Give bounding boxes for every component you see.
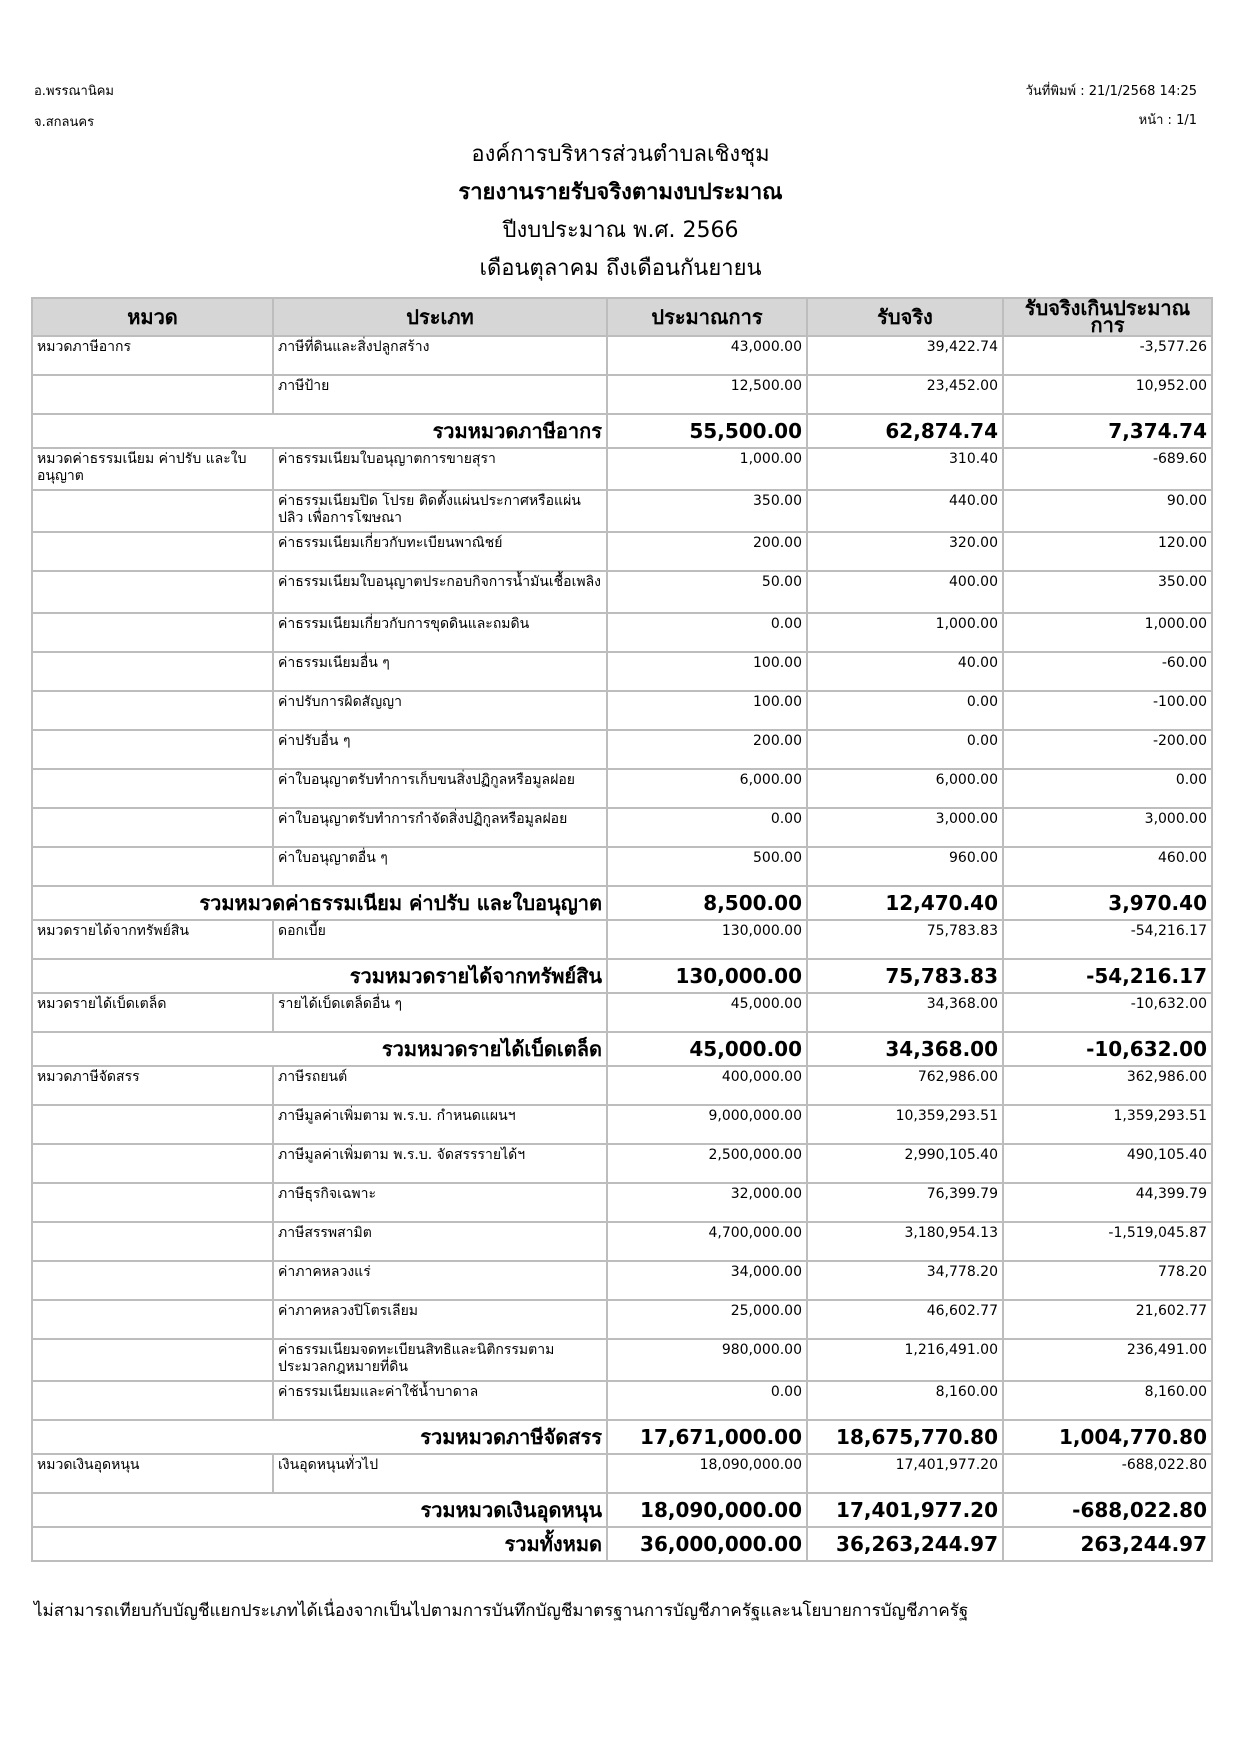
subtotal-row [32, 959, 1212, 993]
table-row [32, 1381, 1212, 1420]
estimate-cell: 12,500.00 [607, 375, 807, 414]
difference-cell: 236,491.00 [1003, 1339, 1212, 1381]
estimate-cell: 45,000.00 [607, 1032, 807, 1066]
table-row [32, 448, 1212, 490]
difference-cell: 1,000.00 [1003, 613, 1212, 652]
type-cell: ค่าใบอนุญาตอื่น ๆ [273, 847, 607, 886]
difference-cell: 263,244.97 [1003, 1527, 1212, 1561]
actual-cell: 17,401,977.20 [807, 1493, 1003, 1527]
category-cell [32, 375, 273, 414]
actual-cell: 36,263,244.97 [807, 1527, 1003, 1561]
difference-cell: -54,216.17 [1003, 959, 1212, 993]
estimate-cell: 18,090,000.00 [607, 1454, 807, 1493]
difference-cell: 362,986.00 [1003, 1066, 1212, 1105]
category-cell [32, 490, 273, 532]
difference-cell: -10,632.00 [1003, 993, 1212, 1032]
print-date: วันที่พิมพ์ : 21/1/2568 14:25 [1025, 84, 1197, 99]
difference-cell: -3,577.26 [1003, 336, 1212, 375]
type-cell: ค่าธรรมเนียมใบอนุญาตประกอบกิจการน้ำมันเชื้อเพลิง [273, 571, 607, 613]
estimate-cell: 0.00 [607, 613, 807, 652]
table-row [32, 691, 1212, 730]
category-cell [32, 691, 273, 730]
col-actual: รับจริง [807, 298, 1003, 336]
estimate-cell: 36,000,000.00 [607, 1527, 807, 1561]
difference-cell: 120.00 [1003, 532, 1212, 571]
difference-cell: 90.00 [1003, 490, 1212, 532]
table-row [32, 1300, 1212, 1339]
difference-cell: -1,519,045.87 [1003, 1222, 1212, 1261]
table-header [32, 298, 1212, 336]
category-cell [32, 808, 273, 847]
type-cell: เงินอุดหนุนทั่วไป [273, 1454, 607, 1493]
type-cell: ค่าธรรมเนียมจดทะเบียนสิทธิและนิติกรรมตามประมวลกฎหมายที่ดิน [273, 1339, 607, 1381]
actual-cell: 310.40 [807, 448, 1003, 490]
estimate-cell: 130,000.00 [607, 920, 807, 959]
type-cell: ค่าธรรมเนียมเกี่ยวกับทะเบียนพาณิชย์ [273, 532, 607, 571]
category-cell [32, 1300, 273, 1339]
table-row [32, 1454, 1212, 1493]
type-cell: ค่าภาคหลวงแร่ [273, 1261, 607, 1300]
type-cell: ค่าปรับอื่น ๆ [273, 730, 607, 769]
estimate-cell: 45,000.00 [607, 993, 807, 1032]
category-cell [32, 532, 273, 571]
table-row [32, 490, 1212, 532]
estimate-cell: 0.00 [607, 1381, 807, 1420]
actual-cell: 34,368.00 [807, 1032, 1003, 1066]
district-label: อ.พรรณานิคม [34, 84, 114, 99]
report-titles [0, 136, 1241, 288]
type-cell: ค่าใบอนุญาตรับทำการเก็บขนสิ่งปฏิกูลหรือมูลฝอย [273, 769, 607, 808]
revenue-table [31, 297, 1213, 1562]
table-row [32, 652, 1212, 691]
actual-cell: 76,399.79 [807, 1183, 1003, 1222]
difference-cell: 1,004,770.80 [1003, 1420, 1212, 1454]
table-row [32, 993, 1212, 1032]
actual-cell: 1,216,491.00 [807, 1339, 1003, 1381]
table-body [32, 336, 1212, 1561]
actual-cell: 960.00 [807, 847, 1003, 886]
type-cell: ภาษีป้าย [273, 375, 607, 414]
table-row [32, 1222, 1212, 1261]
difference-cell: 3,970.40 [1003, 886, 1212, 920]
difference-cell: 1,359,293.51 [1003, 1105, 1212, 1144]
estimate-cell: 1,000.00 [607, 448, 807, 490]
category-cell [32, 652, 273, 691]
subtotal-row [32, 1493, 1212, 1527]
estimate-cell: 980,000.00 [607, 1339, 807, 1381]
estimate-cell: 17,671,000.00 [607, 1420, 807, 1454]
org-title: องค์การบริหารส่วนตำบลเชิงชุม [471, 142, 770, 167]
category-cell: หมวดรายได้เบ็ดเตล็ด [32, 993, 273, 1032]
difference-cell: -100.00 [1003, 691, 1212, 730]
actual-cell: 17,401,977.20 [807, 1454, 1003, 1493]
estimate-cell: 4,700,000.00 [607, 1222, 807, 1261]
table-row [32, 1339, 1212, 1381]
subtotal-label: รวมทั้งหมด [32, 1527, 607, 1561]
estimate-cell: 55,500.00 [607, 414, 807, 448]
actual-cell: 400.00 [807, 571, 1003, 613]
type-cell: รายได้เบ็ดเตล็ดอื่น ๆ [273, 993, 607, 1032]
subtotal-row [32, 414, 1212, 448]
actual-cell: 18,675,770.80 [807, 1420, 1003, 1454]
difference-cell: -200.00 [1003, 730, 1212, 769]
table-row [32, 847, 1212, 886]
type-cell: ภาษีธุรกิจเฉพาะ [273, 1183, 607, 1222]
col-category: หมวด [32, 298, 273, 336]
table-row [32, 375, 1212, 414]
actual-cell: 762,986.00 [807, 1066, 1003, 1105]
report-title: รายงานรายรับจริงตามงบประมาณ [458, 180, 783, 205]
subtotal-row [32, 886, 1212, 920]
category-cell [32, 571, 273, 613]
difference-cell: -688,022.80 [1003, 1493, 1212, 1527]
actual-cell: 3,000.00 [807, 808, 1003, 847]
difference-cell: 10,952.00 [1003, 375, 1212, 414]
actual-cell: 320.00 [807, 532, 1003, 571]
actual-cell: 440.00 [807, 490, 1003, 532]
actual-cell: 2,990,105.40 [807, 1144, 1003, 1183]
estimate-cell: 200.00 [607, 532, 807, 571]
fiscal-year: ปีงบประมาณ พ.ศ. 2566 [502, 218, 739, 243]
subtotal-row [32, 1527, 1212, 1561]
actual-cell: 0.00 [807, 730, 1003, 769]
table-row [32, 336, 1212, 375]
actual-cell: 39,422.74 [807, 336, 1003, 375]
actual-cell: 34,368.00 [807, 993, 1003, 1032]
difference-cell: 7,374.74 [1003, 414, 1212, 448]
estimate-cell: 25,000.00 [607, 1300, 807, 1339]
type-cell: ภาษีมูลค่าเพิ่มตาม พ.ร.บ. จัดสรรรายได้ฯ [273, 1144, 607, 1183]
estimate-cell: 200.00 [607, 730, 807, 769]
estimate-cell: 34,000.00 [607, 1261, 807, 1300]
subtotal-label: รวมหมวดค่าธรรมเนียม ค่าปรับ และใบอนุญาต [32, 886, 607, 920]
actual-cell: 1,000.00 [807, 613, 1003, 652]
difference-cell: 350.00 [1003, 571, 1212, 613]
subtotal-label: รวมหมวดรายได้เบ็ดเตล็ด [32, 1032, 607, 1066]
estimate-cell: 500.00 [607, 847, 807, 886]
category-cell [32, 1222, 273, 1261]
table-row [32, 1144, 1212, 1183]
actual-cell: 40.00 [807, 652, 1003, 691]
actual-cell: 12,470.40 [807, 886, 1003, 920]
category-cell [32, 1381, 273, 1420]
table-row [32, 613, 1212, 652]
period: เดือนตุลาคม ถึงเดือนกันยายน [479, 256, 762, 281]
difference-cell: 460.00 [1003, 847, 1212, 886]
difference-cell: 3,000.00 [1003, 808, 1212, 847]
estimate-cell: 18,090,000.00 [607, 1493, 807, 1527]
type-cell: ค่าธรรมเนียมและค่าใช้น้ำบาดาล [273, 1381, 607, 1420]
difference-cell: 778.20 [1003, 1261, 1212, 1300]
category-cell: หมวดรายได้จากทรัพย์สิน [32, 920, 273, 959]
difference-cell: -689.60 [1003, 448, 1212, 490]
difference-cell: 0.00 [1003, 769, 1212, 808]
subtotal-label: รวมหมวดภาษีอากร [32, 414, 607, 448]
actual-cell: 8,160.00 [807, 1381, 1003, 1420]
type-cell: ค่าธรรมเนียมปิด โปรย ติดตั้งแผ่นประกาศหรือแผ่นปลิว เพื่อการโฆษณา [273, 490, 607, 532]
table-row [32, 1066, 1212, 1105]
estimate-cell: 2,500,000.00 [607, 1144, 807, 1183]
type-cell: ค่าธรรมเนียมอื่น ๆ [273, 652, 607, 691]
estimate-cell: 9,000,000.00 [607, 1105, 807, 1144]
category-cell [32, 1183, 273, 1222]
category-cell: หมวดค่าธรรมเนียม ค่าปรับ และใบอนุญาต [32, 448, 273, 490]
subtotal-row [32, 1032, 1212, 1066]
col-type: ประเภท [273, 298, 607, 336]
category-cell [32, 1144, 273, 1183]
difference-cell: 21,602.77 [1003, 1300, 1212, 1339]
estimate-cell: 32,000.00 [607, 1183, 807, 1222]
type-cell: ภาษีมูลค่าเพิ่มตาม พ.ร.บ. กำหนดแผนฯ [273, 1105, 607, 1144]
actual-cell: 6,000.00 [807, 769, 1003, 808]
table-row [32, 1105, 1212, 1144]
type-cell: ภาษีสรรพสามิต [273, 1222, 607, 1261]
category-cell: หมวดภาษีจัดสรร [32, 1066, 273, 1105]
col-difference: รับจริงเกินประมาณการ [1003, 298, 1212, 336]
table-row [32, 1261, 1212, 1300]
estimate-cell: 50.00 [607, 571, 807, 613]
actual-cell: 75,783.83 [807, 920, 1003, 959]
category-cell [32, 769, 273, 808]
page-number: หน้า : 1/1 [1138, 113, 1197, 128]
type-cell: ค่าธรรมเนียมใบอนุญาตการขายสุรา [273, 448, 607, 490]
estimate-cell: 130,000.00 [607, 959, 807, 993]
estimate-cell: 8,500.00 [607, 886, 807, 920]
category-cell [32, 1261, 273, 1300]
subtotal-label: รวมหมวดเงินอุดหนุน [32, 1493, 607, 1527]
subtotal-label: รวมหมวดรายได้จากทรัพย์สิน [32, 959, 607, 993]
type-cell: ค่าภาคหลวงปิโตรเลียม [273, 1300, 607, 1339]
type-cell: ภาษีรถยนต์ [273, 1066, 607, 1105]
difference-cell: -10,632.00 [1003, 1032, 1212, 1066]
table-row [32, 571, 1212, 613]
table-row [32, 1183, 1212, 1222]
subtotal-row [32, 1420, 1212, 1454]
table-row [32, 769, 1212, 808]
estimate-cell: 0.00 [607, 808, 807, 847]
type-cell: ภาษีที่ดินและสิ่งปลูกสร้าง [273, 336, 607, 375]
estimate-cell: 400,000.00 [607, 1066, 807, 1105]
table-row [32, 808, 1212, 847]
difference-cell: -688,022.80 [1003, 1454, 1212, 1493]
category-cell: หมวดเงินอุดหนุน [32, 1454, 273, 1493]
actual-cell: 10,359,293.51 [807, 1105, 1003, 1144]
difference-cell: 8,160.00 [1003, 1381, 1212, 1420]
table-row [32, 730, 1212, 769]
difference-cell: -54,216.17 [1003, 920, 1212, 959]
subtotal-label: รวมหมวดภาษีจัดสรร [32, 1420, 607, 1454]
footer-note: ไม่สามารถเทียบกับบัญชีแยกประเภทได้เนื่องจากเป็นไปตามการบันทึกบัญชีมาตรฐานการบัญชีภาครัฐและนโยบายการบัญชีภาครัฐ [34, 1601, 969, 1621]
estimate-cell: 100.00 [607, 691, 807, 730]
actual-cell: 23,452.00 [807, 375, 1003, 414]
difference-cell: -60.00 [1003, 652, 1212, 691]
estimate-cell: 6,000.00 [607, 769, 807, 808]
estimate-cell: 100.00 [607, 652, 807, 691]
type-cell: ค่าปรับการผิดสัญญา [273, 691, 607, 730]
actual-cell: 75,783.83 [807, 959, 1003, 993]
province-label: จ.สกลนคร [34, 115, 95, 130]
table-row [32, 532, 1212, 571]
category-cell [32, 1339, 273, 1381]
actual-cell: 46,602.77 [807, 1300, 1003, 1339]
col-estimate: ประมาณการ [607, 298, 807, 336]
type-cell: ดอกเบี้ย [273, 920, 607, 959]
category-cell [32, 847, 273, 886]
difference-cell: 44,399.79 [1003, 1183, 1212, 1222]
actual-cell: 3,180,954.13 [807, 1222, 1003, 1261]
type-cell: ค่าธรรมเนียมเกี่ยวกับการขุดดินและถมดิน [273, 613, 607, 652]
type-cell: ค่าใบอนุญาตรับทำการกำจัดสิ่งปฏิกูลหรือมูลฝอย [273, 808, 607, 847]
actual-cell: 0.00 [807, 691, 1003, 730]
difference-cell: 490,105.40 [1003, 1144, 1212, 1183]
actual-cell: 62,874.74 [807, 414, 1003, 448]
category-cell [32, 730, 273, 769]
category-cell [32, 613, 273, 652]
actual-cell: 34,778.20 [807, 1261, 1003, 1300]
estimate-cell: 350.00 [607, 490, 807, 532]
table-row [32, 920, 1212, 959]
category-cell: หมวดภาษีอากร [32, 336, 273, 375]
category-cell [32, 1105, 273, 1144]
estimate-cell: 43,000.00 [607, 336, 807, 375]
